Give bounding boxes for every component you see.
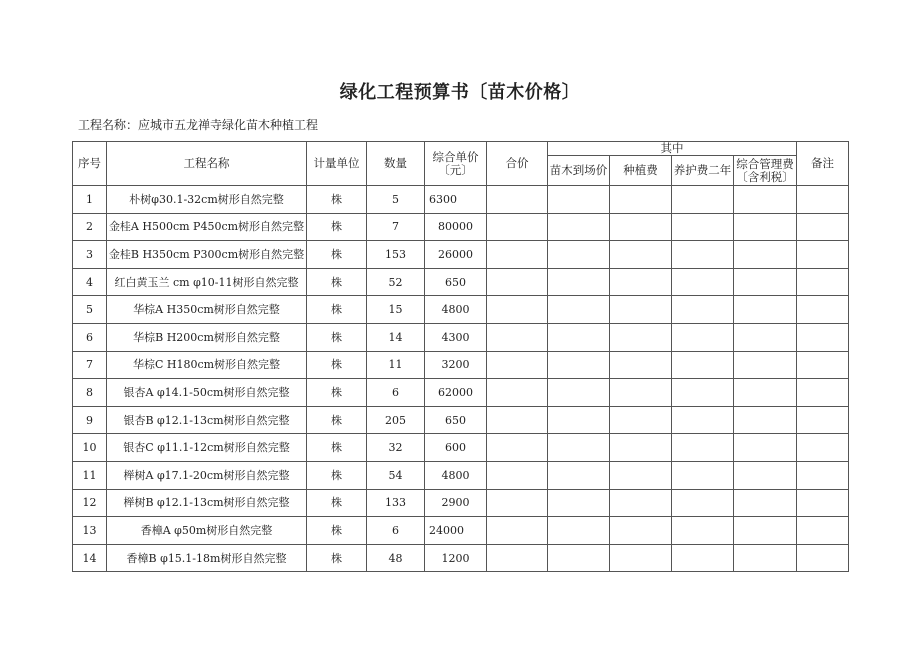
total-cell bbox=[487, 406, 548, 434]
seq-cell: 8 bbox=[73, 379, 107, 407]
seq-cell: 9 bbox=[73, 406, 107, 434]
maintenance-fee-cell bbox=[672, 544, 734, 572]
nursery-price-cell bbox=[548, 241, 610, 269]
seq-cell: 4 bbox=[73, 268, 107, 296]
remarks-cell bbox=[797, 296, 849, 324]
planting-fee-cell bbox=[610, 296, 672, 324]
planting-fee-cell bbox=[610, 323, 672, 351]
unit-cell: 株 bbox=[307, 434, 367, 462]
unit-price-cell: 650 bbox=[425, 268, 487, 296]
nursery-price-cell bbox=[548, 268, 610, 296]
header-among: 其中 bbox=[548, 142, 797, 156]
budget-table bbox=[72, 141, 849, 572]
maintenance-fee-cell bbox=[672, 517, 734, 545]
total-cell bbox=[487, 434, 548, 462]
maintenance-fee-cell bbox=[672, 379, 734, 407]
item-name-cell: 金桂A H500cm P450cm树形自然完整 bbox=[107, 213, 307, 241]
header-unit: 计量单位 bbox=[307, 142, 367, 186]
quantity-cell: 6 bbox=[367, 379, 425, 407]
remarks-cell bbox=[797, 461, 849, 489]
quantity-cell: 7 bbox=[367, 213, 425, 241]
quantity-cell: 54 bbox=[367, 461, 425, 489]
management-fee-cell bbox=[734, 213, 797, 241]
nursery-price-cell bbox=[548, 544, 610, 572]
unit-cell: 株 bbox=[307, 213, 367, 241]
remarks-cell bbox=[797, 241, 849, 269]
remarks-cell bbox=[797, 517, 849, 545]
planting-fee-cell bbox=[610, 351, 672, 379]
item-name-cell: 华棕C H180cm树形自然完整 bbox=[107, 351, 307, 379]
table-row bbox=[73, 296, 849, 324]
quantity-cell: 32 bbox=[367, 434, 425, 462]
remarks-cell bbox=[797, 434, 849, 462]
total-cell bbox=[487, 489, 548, 517]
header-planting-fee: 种植费 bbox=[610, 156, 672, 186]
table-row bbox=[73, 213, 849, 241]
seq-cell: 1 bbox=[73, 186, 107, 214]
table-row bbox=[73, 351, 849, 379]
seq-cell: 14 bbox=[73, 544, 107, 572]
unit-price-cell: 1200 bbox=[425, 544, 487, 572]
management-fee-cell bbox=[734, 296, 797, 324]
remarks-cell bbox=[797, 544, 849, 572]
maintenance-fee-cell bbox=[672, 461, 734, 489]
planting-fee-cell bbox=[610, 461, 672, 489]
nursery-price-cell bbox=[548, 406, 610, 434]
nursery-price-cell bbox=[548, 323, 610, 351]
unit-price-cell: 650 bbox=[425, 406, 487, 434]
item-name-cell: 银杏A φ14.1-50cm树形自然完整 bbox=[107, 379, 307, 407]
item-name-cell: 金桂B H350cm P300cm树形自然完整 bbox=[107, 241, 307, 269]
maintenance-fee-cell bbox=[672, 489, 734, 517]
total-cell bbox=[487, 296, 548, 324]
header-qty: 数量 bbox=[367, 142, 425, 186]
header-remarks: 备注 bbox=[797, 142, 849, 186]
total-cell bbox=[487, 461, 548, 489]
table-row bbox=[73, 489, 849, 517]
table-row bbox=[73, 241, 849, 269]
unit-cell: 株 bbox=[307, 406, 367, 434]
planting-fee-cell bbox=[610, 489, 672, 517]
quantity-cell: 6 bbox=[367, 517, 425, 545]
seq-cell: 12 bbox=[73, 489, 107, 517]
nursery-price-cell bbox=[548, 296, 610, 324]
seq-cell: 11 bbox=[73, 461, 107, 489]
unit-price-cell: 4800 bbox=[425, 296, 487, 324]
total-cell bbox=[487, 241, 548, 269]
nursery-price-cell bbox=[548, 489, 610, 517]
nursery-price-cell bbox=[548, 434, 610, 462]
maintenance-fee-cell bbox=[672, 406, 734, 434]
total-cell bbox=[487, 268, 548, 296]
planting-fee-cell bbox=[610, 379, 672, 407]
item-name-cell: 榉树A φ17.1-20cm树形自然完整 bbox=[107, 461, 307, 489]
remarks-cell bbox=[797, 323, 849, 351]
table-body bbox=[73, 186, 849, 572]
unit-price-cell: 4800 bbox=[425, 461, 487, 489]
management-fee-cell bbox=[734, 186, 797, 214]
nursery-price-cell bbox=[548, 379, 610, 407]
unit-price-cell: 600 bbox=[425, 434, 487, 462]
planting-fee-cell bbox=[610, 213, 672, 241]
remarks-cell bbox=[797, 489, 849, 517]
quantity-cell: 14 bbox=[367, 323, 425, 351]
item-name-cell: 红白黄玉兰 cm φ10-11树形自然完整 bbox=[107, 268, 307, 296]
unit-cell: 株 bbox=[307, 379, 367, 407]
total-cell bbox=[487, 379, 548, 407]
seq-cell: 6 bbox=[73, 323, 107, 351]
remarks-cell bbox=[797, 406, 849, 434]
planting-fee-cell bbox=[610, 241, 672, 269]
management-fee-cell bbox=[734, 461, 797, 489]
unit-cell: 株 bbox=[307, 268, 367, 296]
item-name-cell: 香樟A φ50m树形自然完整 bbox=[107, 517, 307, 545]
maintenance-fee-cell bbox=[672, 186, 734, 214]
quantity-cell: 15 bbox=[367, 296, 425, 324]
remarks-cell bbox=[797, 351, 849, 379]
management-fee-cell bbox=[734, 268, 797, 296]
unit-price-cell: 2900 bbox=[425, 489, 487, 517]
nursery-price-cell bbox=[548, 517, 610, 545]
table-row bbox=[73, 186, 849, 214]
maintenance-fee-cell bbox=[672, 323, 734, 351]
seq-cell: 2 bbox=[73, 213, 107, 241]
unit-cell: 株 bbox=[307, 351, 367, 379]
remarks-cell bbox=[797, 379, 849, 407]
seq-cell: 13 bbox=[73, 517, 107, 545]
quantity-cell: 48 bbox=[367, 544, 425, 572]
document-title: 绿化工程预算书〔苗木价格〕 bbox=[339, 82, 581, 103]
table-row bbox=[73, 544, 849, 572]
header-maintenance-fee: 养护费二年 bbox=[672, 156, 734, 186]
item-name-cell: 榉树B φ12.1-13cm树形自然完整 bbox=[107, 489, 307, 517]
maintenance-fee-cell bbox=[672, 351, 734, 379]
header-seq: 序号 bbox=[73, 142, 107, 186]
management-fee-cell bbox=[734, 489, 797, 517]
unit-cell: 株 bbox=[307, 186, 367, 214]
nursery-price-cell bbox=[548, 461, 610, 489]
quantity-cell: 5 bbox=[367, 186, 425, 214]
item-name-cell: 华棕B H200cm树形自然完整 bbox=[107, 323, 307, 351]
table-row bbox=[73, 434, 849, 462]
maintenance-fee-cell bbox=[672, 268, 734, 296]
planting-fee-cell bbox=[610, 268, 672, 296]
item-name-cell: 华棕A H350cm树形自然完整 bbox=[107, 296, 307, 324]
total-cell bbox=[487, 544, 548, 572]
management-fee-cell bbox=[734, 351, 797, 379]
planting-fee-cell bbox=[610, 434, 672, 462]
seq-cell: 3 bbox=[73, 241, 107, 269]
total-cell bbox=[487, 517, 548, 545]
planting-fee-cell bbox=[610, 186, 672, 214]
total-cell bbox=[487, 351, 548, 379]
unit-cell: 株 bbox=[307, 544, 367, 572]
management-fee-cell bbox=[734, 323, 797, 351]
planting-fee-cell bbox=[610, 517, 672, 545]
unit-price-cell: 3200 bbox=[425, 351, 487, 379]
management-fee-cell bbox=[734, 434, 797, 462]
table-row bbox=[73, 379, 849, 407]
unit-price-cell: 26000 bbox=[425, 241, 487, 269]
planting-fee-cell bbox=[610, 544, 672, 572]
total-cell bbox=[487, 213, 548, 241]
header-name: 工程名称 bbox=[107, 142, 307, 186]
nursery-price-cell bbox=[548, 186, 610, 214]
nursery-price-cell bbox=[548, 351, 610, 379]
quantity-cell: 153 bbox=[367, 241, 425, 269]
total-cell bbox=[487, 186, 548, 214]
item-name-cell: 香樟B φ15.1-18m树形自然完整 bbox=[107, 544, 307, 572]
unit-price-cell: 24000 bbox=[425, 517, 487, 545]
management-fee-cell bbox=[734, 406, 797, 434]
seq-cell: 5 bbox=[73, 296, 107, 324]
table-row bbox=[73, 461, 849, 489]
seq-cell: 7 bbox=[73, 351, 107, 379]
seq-cell: 10 bbox=[73, 434, 107, 462]
header-nursery-price: 苗木到场价 bbox=[548, 156, 610, 186]
total-cell bbox=[487, 323, 548, 351]
project-name-line: 工程名称：应城市五龙禅寺绿化苗木种植工程 bbox=[78, 118, 319, 132]
quantity-cell: 133 bbox=[367, 489, 425, 517]
planting-fee-cell bbox=[610, 406, 672, 434]
item-name-cell: 朴树φ30.1-32cm树形自然完整 bbox=[107, 186, 307, 214]
unit-price-cell: 80000 bbox=[425, 213, 487, 241]
unit-cell: 株 bbox=[307, 241, 367, 269]
unit-cell: 株 bbox=[307, 517, 367, 545]
header-unit-price: 综合单价〔元〕 bbox=[425, 142, 487, 186]
unit-cell: 株 bbox=[307, 489, 367, 517]
quantity-cell: 52 bbox=[367, 268, 425, 296]
maintenance-fee-cell bbox=[672, 434, 734, 462]
quantity-cell: 205 bbox=[367, 406, 425, 434]
unit-cell: 株 bbox=[307, 323, 367, 351]
unit-price-cell: 62000 bbox=[425, 379, 487, 407]
nursery-price-cell bbox=[548, 213, 610, 241]
item-name-cell: 银杏C φ11.1-12cm树形自然完整 bbox=[107, 434, 307, 462]
header-row bbox=[73, 142, 849, 156]
header-total: 合价 bbox=[487, 142, 548, 186]
management-fee-cell bbox=[734, 241, 797, 269]
management-fee-cell bbox=[734, 517, 797, 545]
remarks-cell bbox=[797, 268, 849, 296]
quantity-cell: 11 bbox=[367, 351, 425, 379]
remarks-cell bbox=[797, 213, 849, 241]
table-row bbox=[73, 517, 849, 545]
unit-price-cell: 6300 bbox=[425, 186, 487, 214]
unit-price-cell: 4300 bbox=[425, 323, 487, 351]
item-name-cell: 银杏B φ12.1-13cm树形自然完整 bbox=[107, 406, 307, 434]
management-fee-cell bbox=[734, 544, 797, 572]
maintenance-fee-cell bbox=[672, 213, 734, 241]
maintenance-fee-cell bbox=[672, 241, 734, 269]
header-management-fee: 综合管理费〔含利税〕 bbox=[734, 156, 797, 186]
management-fee-cell bbox=[734, 379, 797, 407]
unit-cell: 株 bbox=[307, 461, 367, 489]
maintenance-fee-cell bbox=[672, 296, 734, 324]
table-row bbox=[73, 406, 849, 434]
remarks-cell bbox=[797, 186, 849, 214]
table-row bbox=[73, 268, 849, 296]
table-row bbox=[73, 323, 849, 351]
unit-cell: 株 bbox=[307, 296, 367, 324]
